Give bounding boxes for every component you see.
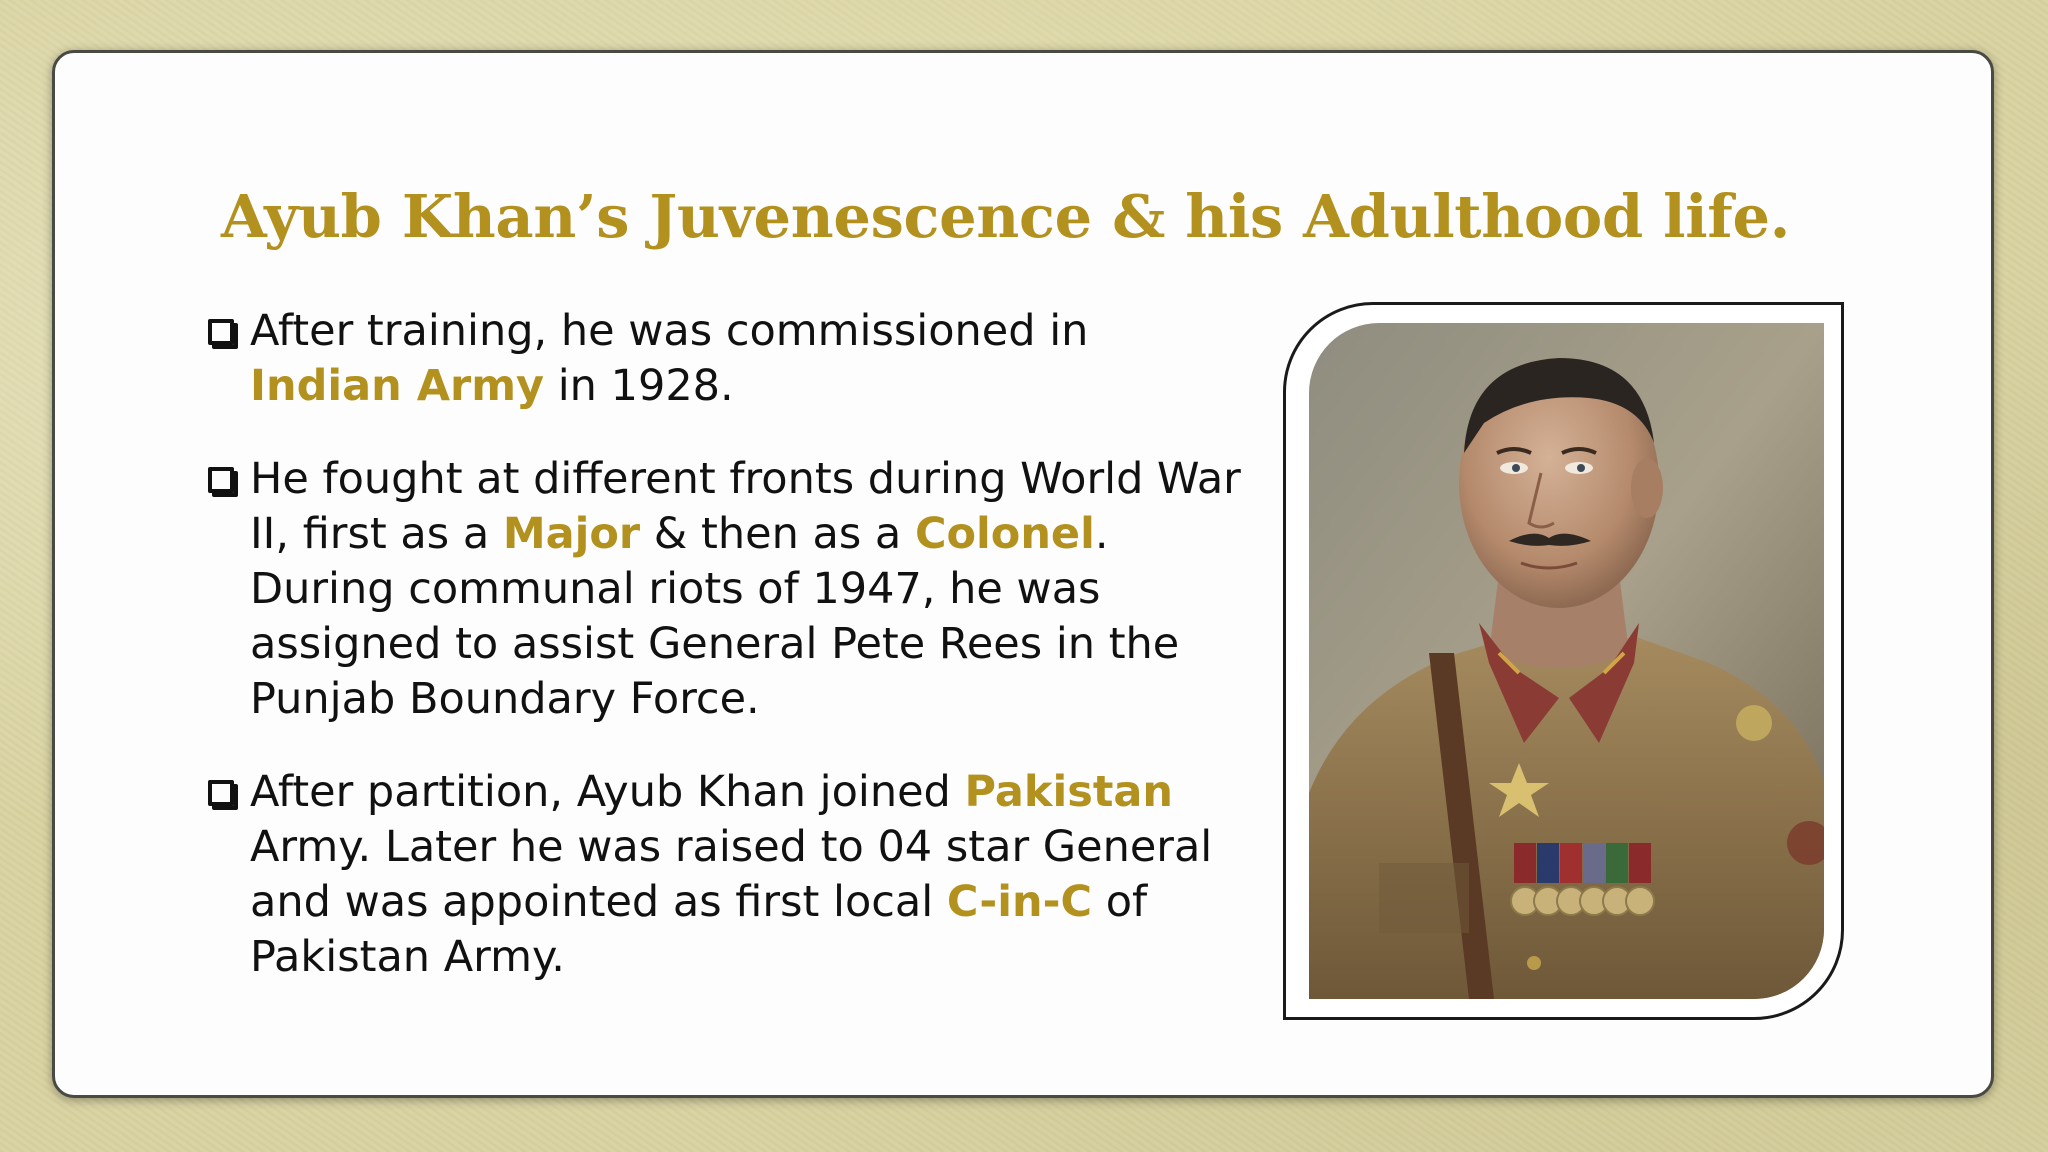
bullet-text-segment: in 1928.: [544, 361, 734, 411]
bullet-text-segment: He fought at different fronts during World War II, first as a: [250, 454, 1241, 559]
highlight-indian-army: Indian Army: [250, 361, 545, 411]
bullet-text-segment: Army. Later he was raised to 04 star General and was appointed as first local: [250, 822, 1213, 927]
checkbox-bullet-icon: [208, 467, 234, 493]
bullet-item: [206, 304, 1246, 414]
slide-title: Ayub Khan’s Juvenescence & his Adulthood life.: [221, 182, 1790, 251]
checkbox-bullet-icon: [208, 780, 234, 806]
highlight-major: Major: [502, 509, 641, 559]
bullet-text-segment: After training, he was commissioned in: [250, 306, 1089, 356]
bullet-list: [206, 304, 1246, 1023]
bullet-text-segment: . During communal riots of 1947, he was assigned to assist General Pete Rees in the Punjab Boundary Force.: [250, 509, 1180, 724]
bullet-text-segment: & then as a: [640, 509, 915, 559]
portrait-painting: [1309, 323, 1824, 999]
highlight-c-in-c: C-in-C: [946, 877, 1093, 927]
bullet-text: [250, 767, 1212, 982]
bullet-item: [206, 452, 1246, 727]
bullet-text: [250, 454, 1241, 724]
bullet-text-segment: After partition, Ayub Khan joined: [250, 767, 965, 817]
bullet-item: [206, 765, 1246, 985]
bullet-text-segment: of Pakistan Army.: [250, 877, 1148, 982]
highlight-pakistan: Pakistan: [964, 767, 1174, 817]
highlight-colonel: Colonel: [914, 509, 1095, 559]
bullet-text: [250, 306, 1088, 411]
checkbox-bullet-icon: [208, 319, 234, 345]
portrait-image: [1309, 323, 1824, 999]
